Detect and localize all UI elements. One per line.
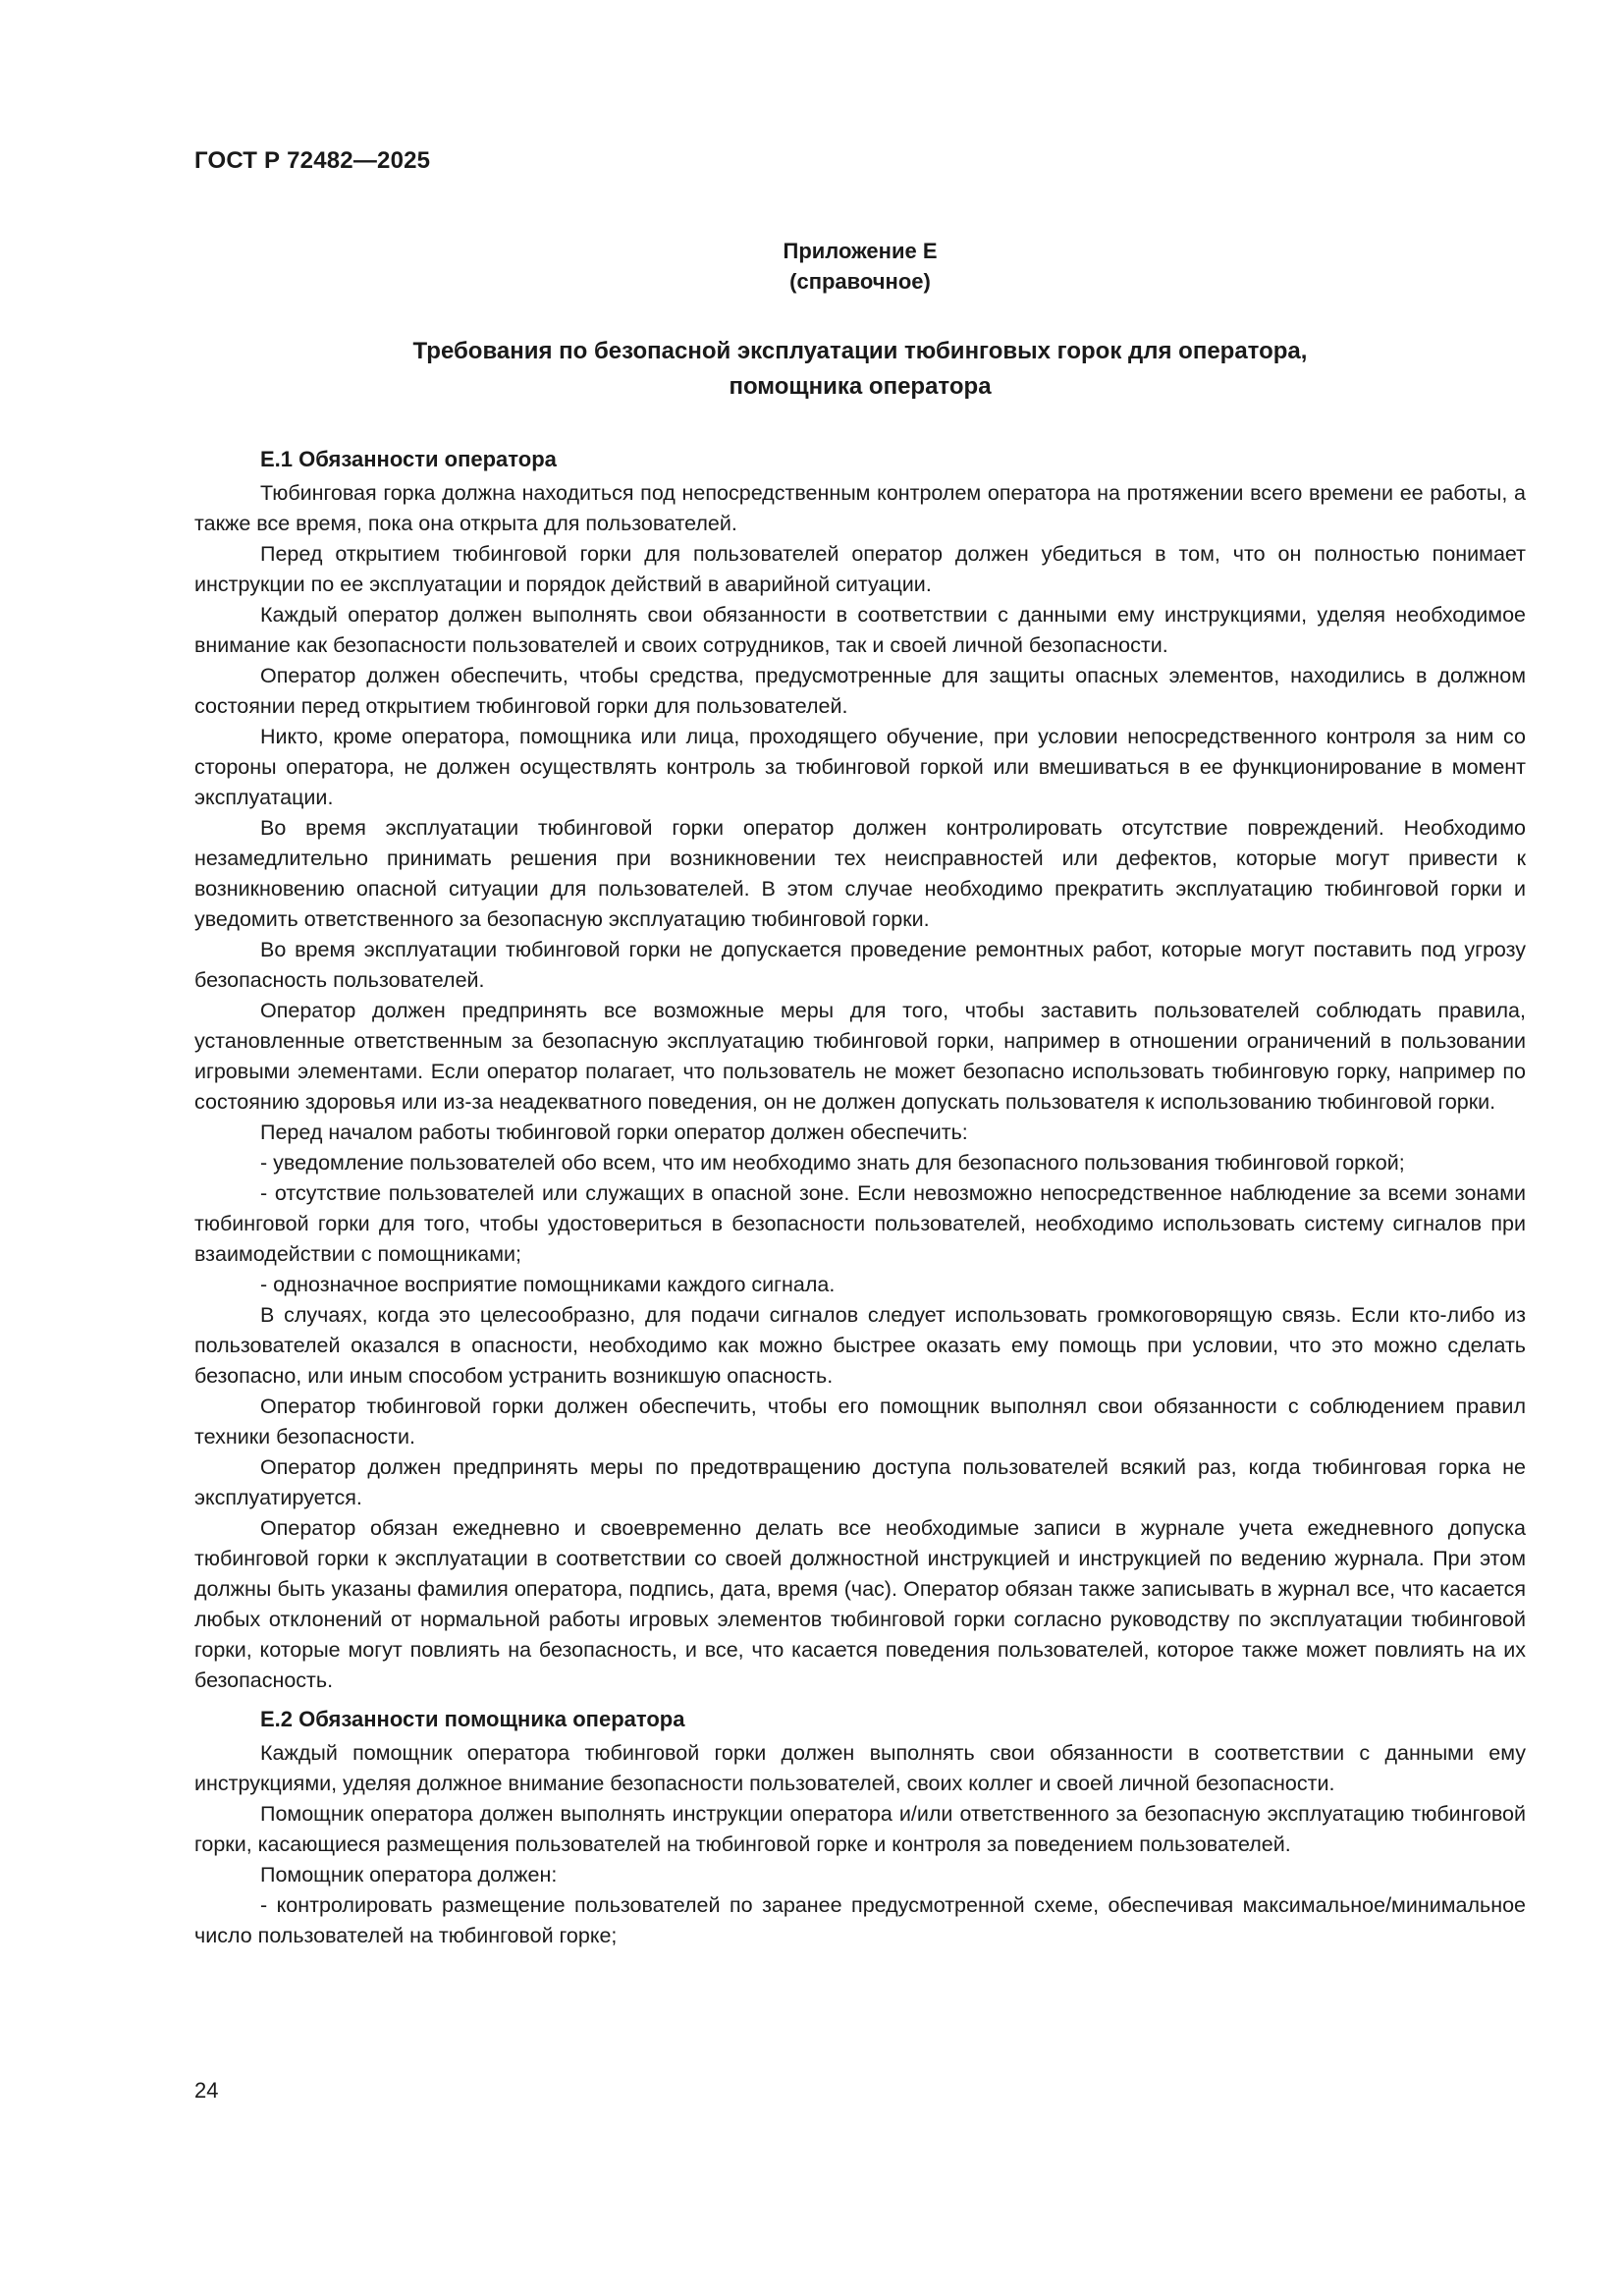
paragraph: Оператор должен предпринять меры по предотвращению доступа пользователей всякий раз, когда тюбинговая горка не эксплуатируется. xyxy=(194,1455,1526,1509)
title-line-1: Требования по безопасной эксплуатации тюбинговых горок для оператора, xyxy=(412,338,1308,364)
list-item: - однозначное восприятие помощниками каждого сигнала. xyxy=(260,1273,836,1296)
document-page xyxy=(194,147,1526,1951)
title-line-2: помощника оператора xyxy=(729,373,992,400)
appendix-title: Приложение Е xyxy=(783,239,938,263)
paragraph: Каждый помощник оператора тюбинговой горки должен выполнять свои обязанности в соответствии с данными ему инструкциями, уделяя должное внимание безопасности пользователей, своих коллег и своей личной безопасности. xyxy=(194,1741,1526,1795)
page-number: 24 xyxy=(194,2078,219,2103)
paragraph: Во время эксплуатации тюбинговой горки не допускается проведение ремонтных работ, которые могут поставить под угрозу безопасность пользователей. xyxy=(194,938,1526,992)
appendix-main-title xyxy=(194,334,1526,405)
paragraph: Каждый оператор должен выполнять свои обязанности в соответствии с данными ему инструкциями, уделяя необходимое внимание как безопасности пользователей и своих сотрудников, так и своей личной безопасности. xyxy=(194,603,1526,657)
list-item: - уведомление пользователей обо всем, что им необходимо знать для безопасного пользования тюбинговой горкой; xyxy=(260,1151,1405,1175)
list-item: - отсутствие пользователей или служащих в опасной зоне. Если невозможно непосредственное наблюдение за всеми зонами тюбинговой горки для того, чтобы удостовериться в безопасности пользователей, необходимо использовать систему сигналов при взаимодействии с помощниками; xyxy=(194,1181,1526,1266)
appendix-heading xyxy=(194,236,1526,297)
paragraph: Помощник оператора должен выполнять инструкции оператора и/или ответственного за безопасную эксплуатацию тюбинговой горки, касающиеся размещения пользователей на тюбинговой горке и контроля за поведением пользователей. xyxy=(194,1802,1526,1856)
appendix-kind: (справочное) xyxy=(789,269,931,294)
paragraph: Никто, кроме оператора, помощника или лица, проходящего обучение, при условии непосредственного контроля за ним со стороны оператора, не должен осуществлять контроль за тюбинговой горкой или вмешиваться в ее функционирование в момент эксплуатации. xyxy=(194,725,1526,809)
section-heading: Е.2 Обязанности помощника оператора xyxy=(260,1707,685,1731)
document-header: ГОСТ Р 72482—2025 xyxy=(194,147,431,174)
paragraph: Оператор тюбинговой горки должен обеспечить, чтобы его помощник выполнял свои обязанности с соблюдением правил техники безопасности. xyxy=(194,1394,1526,1449)
section-e1 xyxy=(194,444,1526,1696)
list-item: - контролировать размещение пользователей по заранее предусмотренной схеме, обеспечивая максимальное/минимальное число пользователей на тюбинговой горке; xyxy=(194,1893,1526,1947)
paragraph: Оператор должен предпринять все возможные меры для того, чтобы заставить пользователей соблюдать правила, установленные ответственным за безопасную эксплуатацию тюбинговой горки, например в отношении ограничений в пользовании игровыми элементами. Если оператор полагает, что пользователь не может безопасно использовать тюбинговую горку, например по состоянию здоровья или из-за неадекватного поведения, он не должен допускать пользователя к использованию тюбинговой горки. xyxy=(194,999,1526,1114)
paragraph: Перед началом работы тюбинговой горки оператор должен обеспечить: xyxy=(260,1121,968,1144)
paragraph: Оператор должен обеспечить, чтобы средства, предусмотренные для защиты опасных элементов, находились в должном состоянии перед открытием тюбинговой горки для пользователей. xyxy=(194,664,1526,718)
section-e2 xyxy=(194,1704,1526,1951)
section-heading: Е.1 Обязанности оператора xyxy=(260,447,557,471)
paragraph: В случаях, когда это целесообразно, для подачи сигналов следует использовать громкоговорящую связь. Если кто-либо из пользователей оказался в опасности, необходимо как можно быстрее оказать ему помощь при условии, что это можно сделать безопасно, или иным способом устранить возникшую опасность. xyxy=(194,1303,1526,1388)
paragraph: Оператор обязан ежедневно и своевременно делать все необходимые записи в журнале учета ежедневного допуска тюбинговой горки к эксплуатации в соответствии со своей должностной инструкцией и инструкцией по ведению журнала. При этом должны быть указаны фамилия оператора, подпись, дата, время (час). Оператор обязан также записывать в журнал все, что касается любых отклонений от нормальной работы игровых элементов тюбинговой горки согласно руководству по эксплуатации тюбинговой горки, которые могут повлиять на безопасность, и все, что касается поведения пользователей, которое также может повлиять на их безопасность. xyxy=(194,1516,1526,1692)
paragraph: Во время эксплуатации тюбинговой горки оператор должен контролировать отсутствие повреждений. Необходимо незамедлительно принимать решения при возникновении тех неисправностей или дефектов, которые могут привести к возникновению опасной ситуации для пользователей. В этом случае необходимо прекратить эксплуатацию тюбинговой горки и уведомить ответственного за безопасную эксплуатацию тюбинговой горки. xyxy=(194,816,1526,931)
paragraph: Тюбинговая горка должна находиться под непосредственным контролем оператора на протяжении всего времени ее работы, а также все время, пока она открыта для пользователей. xyxy=(194,481,1526,535)
paragraph: Помощник оператора должен: xyxy=(260,1863,558,1886)
paragraph: Перед открытием тюбинговой горки для пользователей оператор должен убедиться в том, что он полностью понимает инструкции по ее эксплуатации и порядок действий в аварийной ситуации. xyxy=(194,542,1526,596)
